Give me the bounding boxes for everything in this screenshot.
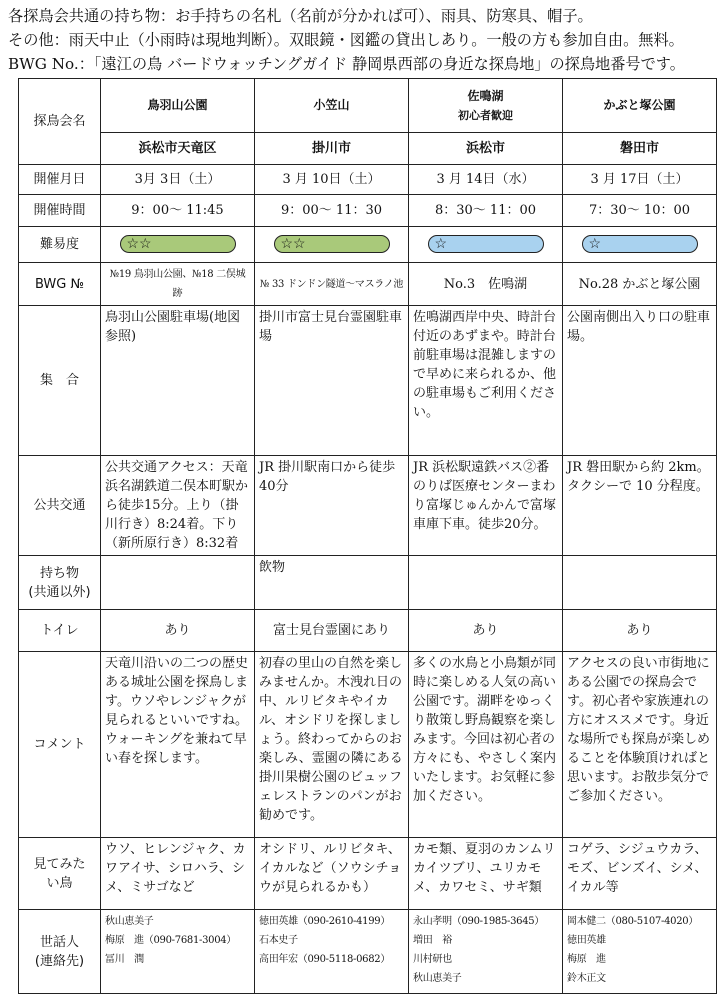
date-cell: 3 月 17日（土） — [563, 165, 717, 195]
contact-person: 石本史子 — [259, 935, 298, 946]
difficulty-cell — [563, 227, 717, 263]
meeting-cell: 鳥羽山公園駐車場(地図参照) — [101, 306, 255, 456]
comment-row — [19, 652, 717, 838]
contact-person: 冨川 潤 — [105, 954, 144, 965]
contact-cell — [409, 910, 563, 994]
transport-cell: JR 磐田駅から約 2km。タクシーで 10 分程度。 — [563, 456, 717, 556]
comment-label: コメント — [19, 652, 101, 838]
birds-cell: オシドリ、ルリビタキ、イカルなど（ソウシチョウが見られるかも） — [255, 838, 409, 910]
difficulty-star-icon: ☆☆ — [120, 235, 236, 253]
city-row — [19, 133, 717, 165]
difficulty-cell — [409, 227, 563, 263]
meeting-cell: 掛川市富士見台霊園駐車場 — [255, 306, 409, 456]
venue-name-cell: 小笠山 — [255, 79, 409, 133]
beginner-welcome-note: 初心者歓迎 — [458, 108, 513, 122]
contact-person: 徳田英雄（090-2610-4199） — [259, 916, 391, 927]
bwg-label: BWG № — [19, 263, 101, 306]
date-cell: 3月 3日（土） — [101, 165, 255, 195]
contact-cell — [101, 910, 255, 994]
meeting-cell: 佐鳴湖西岸中央、時計台付近のあずまや。時計台前駐車場は混雑しますので早めに来られるか、他の駐車場もご利用ください。 — [409, 306, 563, 456]
toilet-cell: あり — [409, 610, 563, 652]
transport-cell: JR 掛川駅南口から徒歩40分 — [255, 456, 409, 556]
contact-person: 増田 裕 — [413, 935, 452, 946]
contact-cell — [255, 910, 409, 994]
meeting-row — [19, 306, 717, 456]
venue-name-cell: 佐鳴湖 初心者歓迎 — [409, 79, 563, 133]
difficulty-cell — [101, 227, 255, 263]
items-row — [19, 556, 717, 610]
bwg-row — [19, 263, 717, 306]
items-cell — [409, 556, 563, 610]
toilet-row — [19, 610, 717, 652]
comment-cell: 天竜川沿いの二つの歴史ある城址公園を探鳥します。ウソやレンジャクが見られるといいですね。ウォーキングを兼ねて早い春を探します。 — [101, 652, 255, 838]
comment-cell: 初春の里山の自然を楽しみませんか。木洩れ日の中、ルリビタキやイカル、オシドリを探しましょう。終わってからのお楽しみ、霊園の隣にある掛川果樹公園のビュッフェレストランのパンがお勧めです。 — [255, 652, 409, 838]
birds-cell: ウソ、ヒレンジャク、カワアイサ、シロハラ、シメ、ミサゴなど — [101, 838, 255, 910]
toilet-cell: 富士見台霊園にあり — [255, 610, 409, 652]
venue-name-row — [19, 79, 717, 133]
contact-row — [19, 910, 717, 994]
contact-person: 川村研也 — [413, 954, 452, 965]
contact-person: 徳田英雄 — [567, 935, 606, 946]
contact-person: 高田年宏（090-5118-0682） — [259, 954, 391, 965]
venue-name-cell: かぶと塚公園 — [563, 79, 717, 133]
difficulty-row — [19, 227, 717, 263]
birds-label: 見てみた い鳥 — [19, 838, 101, 910]
bwg-cell: No.3 佐鳴湖 — [409, 263, 563, 306]
bwg-cell: No.28 かぶと塚公園 — [563, 263, 717, 306]
intro-line-common-items: 各探鳥会共通の持ち物：お手持ちの名札（名前が分かれば可）、雨具、防寒具、帽子。 — [8, 7, 593, 25]
items-label: 持ち物 (共通以外) — [19, 556, 101, 610]
contact-person: 秋山恵美子 — [105, 916, 154, 927]
birds-cell: コゲラ、シジュウカラ、モズ、ビンズイ、シメ、イカル等 — [563, 838, 717, 910]
toilet-label: トイレ — [19, 610, 101, 652]
transport-label: 公共交通 — [19, 456, 101, 556]
comment-cell: 多くの水鳥と小鳥類が同時に楽しめる人気の高い公園です。湖畔をゆっくり散策し野鳥観察を楽しみます。今回は初心者の方々にも、やさしく案内いたします。お気軽に参加ください。 — [409, 652, 563, 838]
bwg-cell: № 33 ドンドン隧道～マスラノ池 — [255, 263, 409, 306]
intro-text — [8, 4, 714, 76]
items-cell — [563, 556, 717, 610]
transport-cell: JR 浜松駅遠鉄バス②番のりば医療センターまわり富塚じゅんかんで富塚車庫下車。徒歩20分。 — [409, 456, 563, 556]
toilet-cell: あり — [563, 610, 717, 652]
contact-person: 秋山恵美子 — [413, 973, 462, 984]
intro-line-other-info: その他：雨天中止（小雨時は現地判断）。双眼鏡・図鑑の貸出しあり。一般の方も参加自由。無料。 — [8, 31, 684, 49]
city-cell: 磐田市 — [563, 133, 717, 165]
time-cell: 9：00～ 11:45 — [101, 195, 255, 227]
contact-person: 岡本健二（080-5107-4020） — [567, 916, 699, 927]
date-label: 開催月日 — [19, 165, 101, 195]
difficulty-label: 難易度 — [19, 227, 101, 263]
birdwatching-schedule-table — [18, 78, 717, 994]
contact-person: 永山孝明（090-1985-3645） — [413, 916, 545, 927]
transport-cell: 公共交通アクセス：天竜浜名湖鉄道二俣本町駅から徒歩15分。上り（掛川行き）8:24着。下り（新所原行き）8:32着 — [101, 456, 255, 556]
city-cell: 掛川市 — [255, 133, 409, 165]
birds-row — [19, 838, 717, 910]
date-cell: 3 月 14日（水） — [409, 165, 563, 195]
contact-person: 梅原 進（090-7681-3004） — [105, 935, 237, 946]
birds-cell: カモ類、夏羽のカンムリカイツブリ、ユリカモメ、カワセミ、サギ類 — [409, 838, 563, 910]
contact-cell — [563, 910, 717, 994]
toilet-cell: あり — [101, 610, 255, 652]
venue-label: 探鳥会名 — [19, 79, 101, 165]
transport-row — [19, 456, 717, 556]
difficulty-star-icon: ☆ — [582, 235, 698, 253]
contact-person: 鈴木正文 — [567, 973, 606, 984]
time-cell: 7：30～ 10：00 — [563, 195, 717, 227]
intro-line-bwg-note: BWG No.：「遠江の鳥 バードウォッチングガイド 静岡県西部の身近な探鳥地」の探鳥地番号です。 — [8, 55, 685, 73]
items-cell: 飲物 — [255, 556, 409, 610]
items-cell — [101, 556, 255, 610]
city-cell: 浜松市 — [409, 133, 563, 165]
bwg-cell: №19 鳥羽山公園、№18 二俣城跡 — [101, 263, 255, 306]
difficulty-star-icon: ☆☆ — [274, 235, 390, 253]
time-label: 開催時間 — [19, 195, 101, 227]
time-row — [19, 195, 717, 227]
difficulty-star-icon: ☆ — [428, 235, 544, 253]
comment-cell: アクセスの良い市街地にある公園での探鳥会です。初心者や家族連れの方にオススメです。身近な場所でも探鳥が楽しめることを体験頂ければと思います。お散歩気分でご参加ください。 — [563, 652, 717, 838]
meeting-cell: 公園南側出入り口の駐車場。 — [563, 306, 717, 456]
meeting-label: 集 合 — [19, 306, 101, 456]
contact-label: 世話人 (連絡先) — [19, 910, 101, 994]
time-cell: 9：00～ 11：30 — [255, 195, 409, 227]
date-cell: 3 月 10日（土） — [255, 165, 409, 195]
venue-name-cell: 鳥羽山公園 — [101, 79, 255, 133]
contact-person: 梅原 進 — [567, 954, 606, 965]
city-cell: 浜松市天竜区 — [101, 133, 255, 165]
difficulty-cell — [255, 227, 409, 263]
date-row — [19, 165, 717, 195]
time-cell: 8：30～ 11：00 — [409, 195, 563, 227]
